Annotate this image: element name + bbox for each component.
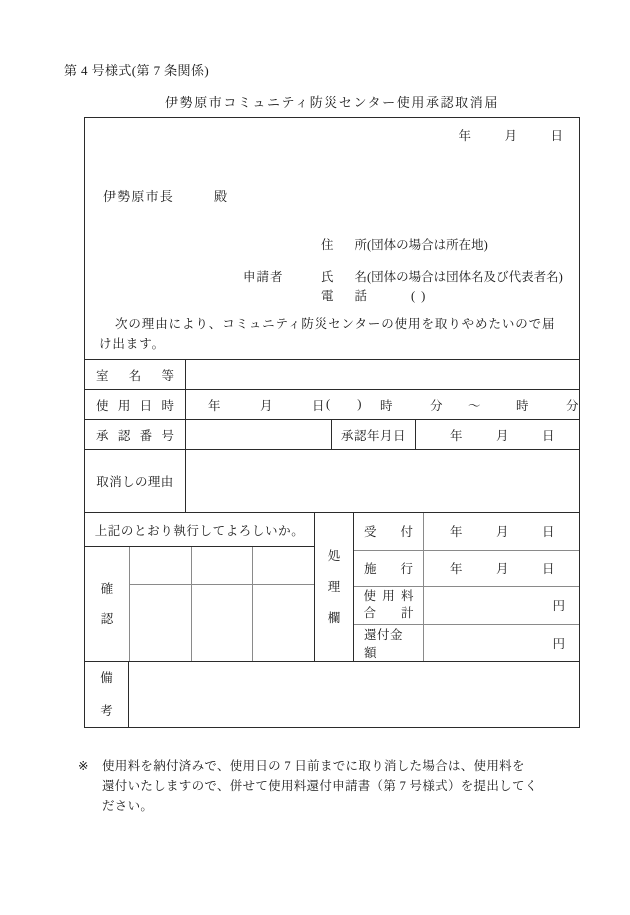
remarks-label-char-1: 備 (100, 670, 113, 685)
applicant-phone-field (367, 287, 425, 306)
process-label-char-3: 欄 (327, 610, 341, 625)
use-month: 月 (260, 398, 273, 413)
receipt-label (354, 513, 424, 550)
approval-row (85, 419, 579, 449)
approval-label-char-1: 承 (96, 428, 109, 443)
applicant-address-key-2: 所 (354, 238, 367, 252)
usage-fee-total-unit: 円 (552, 599, 565, 614)
remarks-label-char-2: 考 (100, 703, 113, 718)
applicant-name-key-2: 名 (354, 270, 367, 284)
use-label-char-3: 日 (139, 398, 153, 413)
form-frame (84, 117, 580, 728)
approval-date-month: 月 (496, 428, 509, 443)
confirmation-block (85, 547, 314, 661)
use-minute-to: 分 (566, 398, 579, 413)
approval-date-value[interactable] (415, 420, 579, 449)
use-label-char-1: 使 (96, 398, 109, 413)
statement-line-2: け出ます。 (99, 337, 166, 351)
approval-date-label: 承認年月日 (331, 420, 415, 449)
usage-fee-total-label (354, 587, 424, 624)
approval-label-char-3: 番 (139, 428, 153, 443)
approval-date-year: 年 (450, 428, 463, 443)
applicant-phone-paren-open: ( (411, 289, 422, 303)
applicant-address-key (321, 236, 367, 255)
applicant-address-row (243, 236, 563, 255)
enforcement-label-char-2: 行 (400, 562, 413, 577)
use-datetime-value[interactable] (185, 390, 579, 419)
usage-fee-total-value[interactable] (424, 587, 579, 624)
applicant-row-gap (243, 255, 563, 268)
refund-amount-unit: 円 (552, 636, 565, 651)
use-label-char-2: 用 (117, 398, 131, 413)
applicant-name-key-1: 氏 (321, 270, 334, 284)
fee-label-char-3: 料 (400, 589, 414, 604)
submission-date-line (458, 126, 563, 144)
admin-left-column (85, 513, 314, 661)
form-number: 第 4 号様式(第 7 条関係) (64, 63, 210, 78)
room-name-value[interactable] (185, 360, 579, 389)
room-label-char-2: 名 (128, 368, 142, 383)
use-datetime-row (85, 389, 579, 419)
applicant-phone-key-2: 話 (354, 289, 367, 303)
cancel-reason-value[interactable] (185, 450, 579, 512)
applicant-name-note: (団体の場合は団体名及び代表者名) (367, 270, 563, 284)
enforcement-year: 年 (450, 562, 463, 577)
use-day: 日 (312, 398, 325, 413)
confirmation-cell-1-bottom[interactable] (130, 585, 191, 661)
cancel-reason-label: 取消しの理由 (96, 475, 174, 489)
approval-date-day: 日 (542, 428, 555, 443)
process-label-char-1: 処 (327, 548, 341, 563)
submission-date-day: 日 (550, 129, 563, 143)
use-range-tilde: ～ (468, 398, 481, 413)
fee-label-char-2: 用 (382, 589, 395, 604)
total-label-char-1: 合 (363, 606, 377, 621)
usage-fee-total-label-line-2 (364, 605, 414, 622)
use-hour-from: 時 (380, 398, 393, 413)
applicant-phone-key-1: 電 (321, 289, 334, 303)
enforcement-label-char-1: 施 (364, 562, 377, 577)
usage-fee-total-row (354, 586, 579, 624)
remarks-value[interactable] (129, 662, 579, 727)
process-label-char-2: 理 (327, 579, 341, 594)
confirmation-label (85, 547, 129, 661)
applicant-tag: 申請者 (243, 270, 284, 284)
processing-rows (354, 513, 579, 661)
applicant-phone-row (243, 287, 563, 306)
applicant-phone-key (321, 287, 367, 306)
confirm-label-char-1: 確 (100, 582, 114, 596)
applicant-block (243, 236, 563, 306)
confirmation-column-3 (252, 547, 314, 661)
use-hour-to: 時 (516, 398, 529, 413)
confirmation-cell-1-top[interactable] (130, 547, 191, 585)
use-minute-from: 分 (430, 398, 443, 413)
confirmation-cell-2-top[interactable] (192, 547, 253, 585)
room-label-char-1: 室 (96, 368, 109, 383)
use-year: 年 (208, 398, 221, 413)
receipt-label-char-2: 付 (400, 525, 413, 540)
room-name-row (85, 359, 579, 389)
footnote (78, 756, 586, 816)
receipt-day: 日 (542, 525, 555, 540)
receipt-year: 年 (450, 525, 463, 540)
refund-amount-label: 還付金額 (354, 625, 424, 662)
receipt-label-char-1: 受 (364, 525, 377, 540)
remarks-label (85, 662, 129, 727)
refund-amount-value[interactable] (424, 625, 579, 662)
refund-amount-row (354, 624, 579, 662)
footnote-body (102, 756, 586, 816)
total-label-char-2: 計 (400, 606, 414, 621)
cancel-reason-row (85, 449, 579, 512)
statement-line-1: 次の理由により、コミュニティ防災センターの使用を取りやめたいので届 (115, 317, 556, 331)
footnote-mark: ※ (78, 759, 89, 773)
addressee-honorific: 殿 (214, 189, 228, 204)
applicant-phone-paren-close: ) (421, 289, 426, 303)
enforcement-date-value[interactable] (424, 551, 579, 587)
use-weekday-paren: ( ) (326, 397, 374, 411)
execution-question: 上記のとおり執行してよろしいか。 (85, 513, 314, 547)
remarks-row (85, 661, 579, 727)
confirmation-column-2 (191, 547, 253, 661)
statement-text (99, 314, 569, 354)
approval-number-value[interactable] (185, 420, 331, 449)
enforcement-label (354, 551, 424, 587)
approval-label-char-2: 認 (117, 428, 131, 443)
room-name-label (85, 360, 185, 389)
receipt-date-value[interactable] (424, 513, 579, 550)
room-label-char-3: 等 (161, 368, 174, 383)
confirmation-cell-3-top[interactable] (253, 547, 314, 585)
approval-number-label (85, 420, 185, 449)
confirm-label-char-2: 認 (100, 612, 114, 626)
enforcement-row (354, 550, 579, 587)
confirmation-cell-2-bottom[interactable] (192, 585, 253, 661)
receipt-row (354, 513, 579, 550)
form-header-area (85, 118, 579, 359)
footnote-line-2: 還付いたしますので、併せて使用料還付申請書（第 7 号様式）を提出してく (102, 779, 538, 793)
usage-fee-total-label-line-1 (364, 588, 414, 605)
page-title: 伊勢原市コミュニティ防災センター使用承認取消届 (165, 95, 499, 110)
footnote-line-1: 使用料を納付済みで、使用日の 7 日前までに取り消した場合は、使用料を (102, 759, 525, 773)
confirmation-column-1 (130, 547, 191, 661)
use-label-char-4: 時 (161, 398, 174, 413)
applicant-name-key (321, 268, 367, 287)
use-datetime-label (85, 390, 185, 419)
applicant-address-key-1: 住 (321, 238, 334, 252)
addressee-name: 伊勢原市長 (103, 189, 175, 204)
processing-column-label (314, 513, 354, 661)
applicant-name-row (243, 268, 563, 287)
approval-label-char-4: 号 (161, 428, 174, 443)
confirmation-stamp-grid (129, 547, 314, 661)
applicant-address-note: (団体の場合は所在地) (367, 238, 488, 252)
submission-date-year: 年 (458, 129, 471, 143)
fee-label-char-1: 使 (363, 589, 377, 604)
enforcement-month: 月 (496, 562, 509, 577)
footnote-line-3: ださい。 (102, 799, 154, 813)
enforcement-day: 日 (542, 562, 555, 577)
confirmation-cell-3-bottom[interactable] (253, 585, 314, 661)
admin-section (85, 512, 579, 661)
receipt-month: 月 (496, 525, 509, 540)
submission-date-month: 月 (504, 129, 517, 143)
addressee-line (103, 186, 227, 205)
